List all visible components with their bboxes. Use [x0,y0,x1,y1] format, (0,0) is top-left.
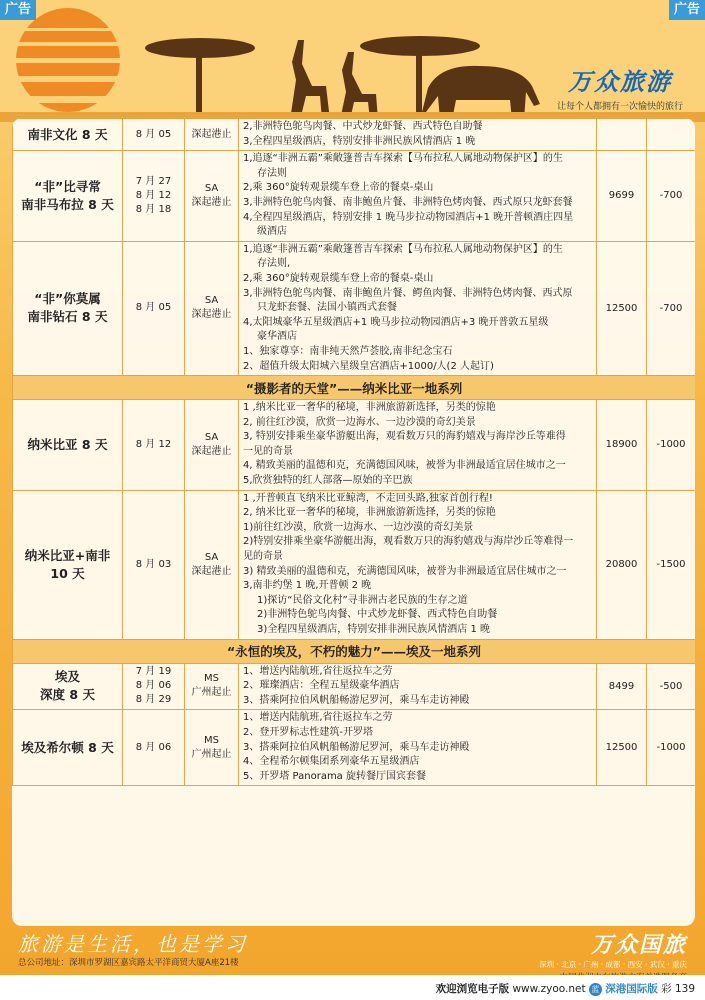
departure-cell [185,710,239,786]
departure-cell [185,400,239,491]
itinerary-line: 1、增送内陆航班,省往返拉车之劳 [243,665,393,677]
departure-line: 深起港止 [191,196,232,208]
itinerary-line: 2,乘 360°旋转观景缆车登上帝的餐桌-桌山 [243,182,434,194]
tour-date: 7 月 19 [135,666,172,678]
itinerary-line: 2)非洲特色鸵鸟肉餐、中式炒龙虾餐、西式特色自助餐 [257,609,498,621]
footer [0,926,705,974]
tour-name-line: 埃及 [54,669,80,685]
site-link[interactable]: www.zyoo.net [512,983,586,995]
section-title: “永恒的埃及，不朽的魅力”——埃及一地系列 [13,639,696,663]
tour-name-cell [13,400,123,491]
itinerary-line: 2,乘 360°旋转观景缆车登上帝的餐桌-桌山 [243,272,434,284]
table-row [13,663,696,710]
price-cell: 20800 [597,490,647,639]
itinerary-line: 3、搭乘阿拉伯风帆船畅游尼罗河，乘马车走访神殿 [243,741,470,753]
itinerary-line: 5、开罗塔 Panorama 旋转餐厅国宾套餐 [243,770,426,782]
logo [557,62,683,112]
departure-line: 广州起止 [191,687,232,699]
tour-name-cell [13,490,123,639]
itinerary-desc-cell [239,710,597,786]
departure-line: 深起港止 [191,445,232,457]
itinerary-line: 存法则 [257,167,287,179]
tour-name-line: 南非马布拉 8 天 [21,196,114,212]
itinerary-line: 3, 特别安排乘坐豪华游艇出海，观看数万只的海豹嬉戏与海岸沙丘等难得 [243,431,566,443]
price-cell [597,119,647,151]
itinerary-line: 1,追逐“非洲五霸”乘敞篷普吉车探索【马布拉私人属地动物保护区】的生 [243,153,563,165]
tour-name-line: 10 天 [50,565,85,581]
logo-slogan: 让每个人都拥有一次愉快的旅行 [556,102,683,112]
itinerary-line: 2,非洲特色鸵鸟肉餐、中式炒龙虾餐、西式特色自助餐 [243,121,483,132]
discount-cell: -700 [647,151,696,242]
itinerary-desc-cell [239,241,597,375]
footer-brand-name: 万众国旅 [590,932,687,958]
discount-cell: -1000 [647,710,696,786]
tour-date: 8 月 12 [135,189,172,201]
itinerary-line: 豪华酒店 [257,331,297,343]
tour-dates-cell [123,663,185,710]
discount-cell: -1000 [647,400,696,491]
itinerary-line: 2, 纳米比亚一奢华的秘境，非洲旅游新选择，另类的惊艳 [243,507,496,519]
itinerary-line: 见的奇景 [243,551,283,563]
departure-line: 深起港止 [191,309,232,321]
tour-dates-cell [123,241,185,375]
departure-cell [185,241,239,375]
section-header-row [13,639,696,663]
itinerary-line: 3,非洲特色鸵鸟肉餐、南非鲍鱼片餐、鳄鱼肉餐、非洲特色烤肉餐、西式原 [243,287,573,299]
itinerary-line: 4,太阳城豪华五星级酒店+1 晚马步拉动物园酒店+3 晚开普敦五星级 [243,316,549,328]
section-title: “摄影者的天堂”——纳米比亚一地系列 [13,376,696,400]
tour-date: 8 月 29 [135,694,172,706]
itinerary-desc-cell [239,490,597,639]
section-label: 彩 [661,983,672,995]
itinerary-line: 2, 前往红沙漠，欣赏一边海水、一边沙漠的奇幻美景 [243,416,476,428]
table-row [13,400,696,491]
departure-line: 广州起止 [191,748,232,760]
tour-name-line: 埃及希尔顿 8 天 [21,739,114,755]
departure-cell [185,119,239,151]
tour-date: 8 月 12 [135,438,172,450]
discount-cell [647,119,696,151]
table-row [13,151,696,242]
itinerary-line: 1)前往红沙漠，欣赏一边海水、一边沙漠的奇幻美景 [243,521,474,533]
tour-name-line: 深度 8 天 [40,687,95,703]
discount-cell: -500 [647,663,696,710]
tour-dates-cell [123,119,185,151]
tour-name-cell [13,151,123,242]
price-cell: 12500 [597,710,647,786]
price-cell: 9699 [597,151,647,242]
tour-date: 7 月 27 [135,175,172,187]
footer-cities: 深圳 · 北京 · 广州 · 成都 · 西安 · 武汉 · 重庆 [539,960,687,969]
itinerary-line: 一见的奇景 [243,445,293,457]
departure-cell [185,151,239,242]
price-cell: 18900 [597,400,647,491]
tour-date: 8 月 06 [135,680,172,692]
itinerary-line: 1、增送内陆航班,省往返拉车之劳 [243,712,393,724]
table-row [13,710,696,786]
itinerary-line: 存法则, [257,258,291,270]
tour-name-cell [13,119,123,151]
itinerary-line: 3) 精致美丽的温德和克，充满德国风味，被誉为非洲最适宜居住城市之一 [243,565,567,577]
edition-badge-icon: 蓝 [589,983,602,996]
itinerary-line: 级酒店 [257,226,287,238]
itinerary-line: 3,南非约堡 1 晚,开普顿 2 晚 [243,580,372,592]
tour-dates-cell [123,490,185,639]
tour-dates-cell [123,710,185,786]
itinerary-line: 1 ,开普顿直飞纳米比亚鲸湾，不走回头路,独家首创行程! [243,492,493,504]
tour-date: 8 月 05 [135,128,172,140]
logo-name: 万众旅游 [567,67,672,96]
footer-address: 总公司地址：深圳市罗湖区嘉宾路太平洋商贸大厦A座21楼 [18,958,239,968]
tour-dates-cell [123,151,185,242]
departure-line: SA [204,431,219,443]
tour-date: 8 月 05 [135,302,172,314]
table-row [13,490,696,639]
itinerary-line: 4,全程四星级酒店，特别安排 1 晚马步拉动物园酒店+1 晚开普顿酒庄四星 [243,211,574,223]
itinerary-line: 3、搭乘阿拉伯风帆船畅游尼罗河，乘马车走访神殿 [243,694,470,706]
departure-line: MS [204,673,219,685]
tour-name-line: 南非文化 8 天 [27,126,108,142]
departure-cell [185,663,239,710]
departure-line: SA [204,295,219,307]
welcome-text: 欢迎浏览电子版 [435,983,510,995]
tour-name-line: “非”你莫属 [34,291,101,307]
section-header-row [13,376,696,400]
itinerary-line: 3,非洲特色鸵鸟肉餐、南非鲍鱼片餐、非洲特色烤肉餐、西式原只龙虾套餐 [243,196,573,208]
itinerary-line: 1 ,纳米比亚一奢华的秘境，非洲旅游新选择，另类的惊艳 [243,402,496,414]
itinerary-card [12,118,695,926]
itinerary-line: 2、超值升级太阳城六星级皇宫酒店+1000/人(2 人起订) [243,360,494,372]
departure-line: SA [204,182,219,194]
itinerary-line: 4、全程希尔顿集团系列豪华五星级酒店 [243,756,420,768]
itinerary-line: 1,追逐“非洲五霸”乘敞篷普吉车探索【马布拉私人属地动物保护区】的生 [243,243,563,255]
tour-date: 8 月 03 [135,558,172,570]
itinerary-line: 3)全程四星级酒店，特别安排非洲民族风情酒店 1 晚 [257,624,490,635]
itinerary-line: 5,欣赏独特的红人部落—原始的辛巴族 [243,475,413,487]
departure-line: SA [204,551,219,563]
tour-dates-cell [123,400,185,491]
tour-name-cell [13,710,123,786]
ad-label-left: 广告 [0,0,36,20]
tour-date: 8 月 18 [135,203,172,215]
itinerary-desc-cell [239,663,597,710]
itinerary-line: 只龙虾套餐、法国小镇西式套餐 [257,302,397,314]
itinerary-line: 2、登开罗标志性建筑-开罗塔 [243,726,373,738]
footer-motto: 旅游是生活，也是学习 [18,932,248,956]
discount-cell: -700 [647,241,696,375]
itinerary-desc-cell [239,151,597,242]
itinerary-line: 3,全程四星级酒店，特别安排非洲民族风情酒店 1 晚 [243,135,476,147]
itinerary-line: 1、独家尊享：南非纯天然芦荟胶,南非纪念宝石 [243,345,453,357]
itinerary-table [12,118,695,786]
itinerary-line: 4, 精致美丽的温德和克，充满德国风味，被誉为非洲最适宜居住城市之一 [243,460,566,472]
tour-name-line: 纳米比亚+南非 [24,547,111,563]
table-row [13,119,696,151]
header-banner [0,0,705,122]
discount-cell: -1500 [647,490,696,639]
departure-cell [185,490,239,639]
itinerary-line: 1)探访“民俗文化村”寻非洲古老民族的生存之道 [257,594,468,606]
itinerary-table-body [13,119,696,786]
tour-name-line: 纳米比亚 8 天 [27,436,108,452]
departure-line: 深起港止 [191,565,232,577]
page-bottom-bar [0,975,705,1000]
page-number: 139 [674,983,695,995]
tour-name-line: “非”比寻常 [34,178,101,194]
itinerary-desc-cell [239,119,597,151]
ad-label-right: 广告 [669,0,705,20]
table-row [13,241,696,375]
departure-line: MS [204,734,219,746]
tour-name-line: 南非钻石 8 天 [27,309,108,325]
price-cell: 12500 [597,241,647,375]
itinerary-line: 2)特别安排乘坐豪华游艇出海，观看数万只的海豹嬉戏与海岸沙丘等难得一 [243,536,574,548]
itinerary-desc-cell [239,400,597,491]
departure-line: 深起港止 [191,128,232,140]
tour-name-cell [13,663,123,710]
itinerary-line: 2、璀璨酒店：全程五星级豪华酒店 [243,680,400,692]
price-cell: 8499 [597,663,647,710]
tour-date: 8 月 06 [135,741,172,753]
edition-name: 深港国际版 [605,983,658,995]
tour-name-cell [13,241,123,375]
bottom-info [436,981,695,996]
